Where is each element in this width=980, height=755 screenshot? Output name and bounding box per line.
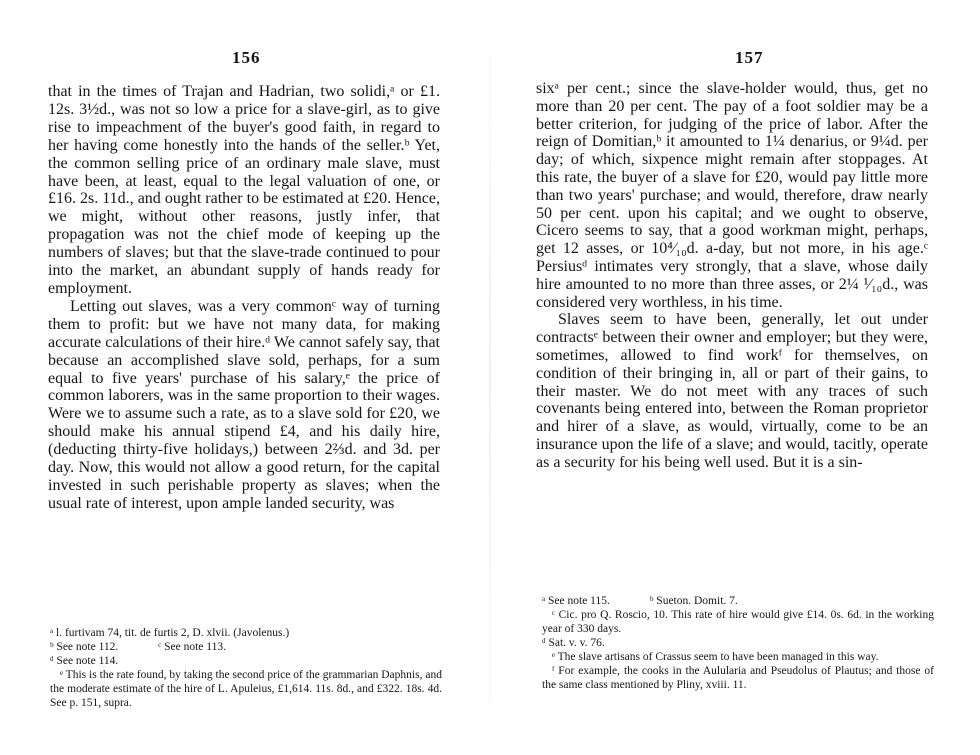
footnote-row <box>50 640 442 654</box>
page-number: 156 <box>232 48 261 67</box>
footnote-c: ᶜ Cic. pro Q. Roscio, 10. This rate of hire would give £14. 0s. 6d. in the working year of 330 days. <box>542 609 934 635</box>
footnote-a: ᵃ l. furtivam 74, tit. de furtis 2, D. xlvii. (Javolenus.) <box>50 627 290 639</box>
footnote-d: ᵈ See note 114. <box>50 655 119 667</box>
footnotes <box>50 626 442 710</box>
page-body <box>48 83 440 513</box>
right-page <box>490 0 980 755</box>
footnote-d: ᵈ Sat. v. v. 76. <box>542 637 605 649</box>
footnote-e: ᵉ This is the rate found, by taking the second price of the grammarian Daphnis, and the moderate estimate of the hire of L. Apuleius, £1,614. 11s. 8d., and £322. 18s. 4d. See p. 151, supra. <box>50 669 442 709</box>
footnote-c: ᶜ See note 113. <box>158 641 226 653</box>
body-paragraph: Slaves seem to have been, generally, let out under contractsᵉ between their owner and employer; but they were, sometimes, allowed to find workᶠ for themselves, on condition of their bringing in, all or part of their gains, to their master. We do not meet with any traces of such covenants being entered into, between the Roman proprietor and hirer of a slave, as would, virtually, come to be an insurance upon the life of a slave; and would, tacitly, operate as a security for his being well used. But it is a sin- <box>536 311 928 471</box>
body-paragraph: sixᵃ per cent.; since the slave-holder would, thus, get no more than 20 per cent. The pay of a foot soldier may be a better criterion, for judging of the price of labor. After the reign of Domitian,ᵇ it amounted to 1¼ denarius, or 9¼d. per day; of which, sixpence might remain after stoppages. At this rate, the buyer of a slave for £20, would pay little more than two years' purchase; and would, therefore, draw nearly 50 per cent. upon his capital; and we ought to observe, Cicero seems to say, that a good workman might, perhaps, get 12 asses, or 10⁴⁄₁₀d. a-day, but not more, in his age.ᶜ Persiusᵈ intimates very strongly, that a slave, whose daily hire amounted to no more than three asses, or 2¼ ¹⁄₁₀d., was considered very worthless, in his time. <box>536 80 928 311</box>
footnote-b: ᵇ See note 112. <box>50 641 119 653</box>
footnote-e: ᵉ The slave artisans of Crassus seem to have been managed in this way. <box>552 651 879 663</box>
body-paragraph: Letting out slaves, was a very commonᶜ way of turning them to profit: but we have not many data, for making accurate calculations of their hire.ᵈ We cannot safely say, that because an accomplished slave sold, perhaps, for a sum equal to five years' purchase of his salary,ᵉ the price of common laborers, was in the same proportion to their wages. Were we to assume such a rate, as to a slave sold for £20, we should make his annual stipend £4, and his daily hire, (deducting thirty-five holidays,) between 2⅔d. and 3d. per day. Now, this would not allow a good return, for the capital invested in such perishable property as slaves; when the usual rate of interest, upon ample landed security, was <box>48 297 440 512</box>
footnote-f: ᶠ For example, the cooks in the Aulularia and Pseudolus of Plautus; and those of the same class mentioned by Pliny, xviii. 11. <box>542 665 934 691</box>
footnotes <box>542 594 934 692</box>
footnote-b: ᵇ Sueton. Domit. 7. <box>649 595 738 607</box>
footnote-row <box>542 594 934 608</box>
footnote-a: ᵃ See note 115. <box>542 595 610 607</box>
page-body <box>536 80 928 472</box>
page-number: 157 <box>735 48 764 67</box>
body-paragraph: that in the times of Trajan and Hadrian, two solidi,ᵃ or £1. 12s. 3½d., was not so low a price for a slave-girl, as to give rise to impeachment of the buyer's good faith, in regard to her having come honestly into the hands of the seller.ᵇ Yet, the common selling price of an ordinary male slave, must have been, at least, equal to the legal valuation of one, or £16. 2s. 11d., and ought rather to be estimated at £20. Hence, we might, without other reasons, justly infer, that propagation was not the chief mode of keeping up the numbers of slaves; but that the slave-trade continued to pour into the market, an abundant supply of hands ready for employment. <box>48 83 440 297</box>
